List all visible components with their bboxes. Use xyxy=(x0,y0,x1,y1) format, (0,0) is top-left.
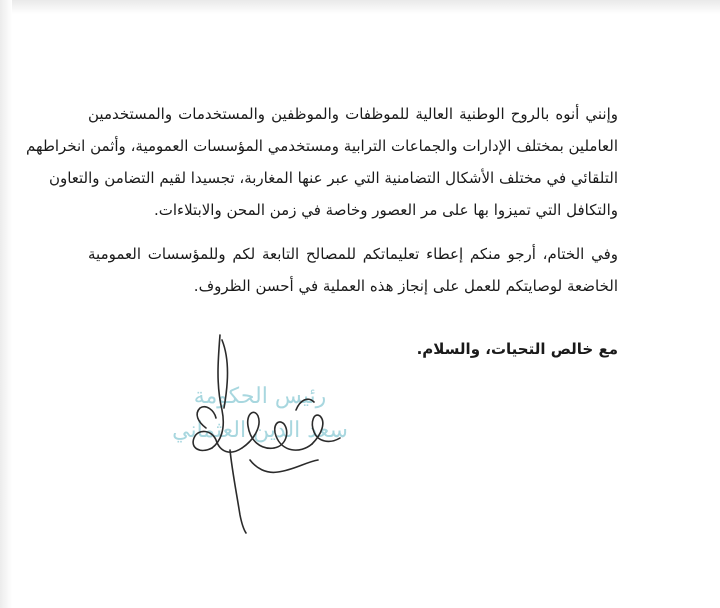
paragraph-1-line-4: والتكافل التي تميزوا بها على مر العصور وخاصة في زمن المحن والابتلاءات. xyxy=(153,201,618,219)
handwritten-signature xyxy=(150,330,380,540)
page-top-shadow xyxy=(0,0,720,14)
paragraph-1-line-3: التلقائي في مختلف الأشكال التضامنية التي عبر عنها المغاربة، تجسيدا لقيم التضامن والتعاون xyxy=(48,169,618,187)
closing-salutation: مع خالص التحيات، والسلام. xyxy=(416,340,618,358)
letter-body xyxy=(26,98,618,302)
paragraph-1-line-2: العاملين بمختلف الإدارات والجماعات الترابية ومستخدمي المؤسسات العمومية، وأثمن انخراطهم xyxy=(26,137,618,155)
paragraph-2-line-2: الخاضعة لوصايتكم للعمل على إنجاز هذه العملية في أحسن الظروف. xyxy=(193,277,618,295)
page-left-shadow xyxy=(0,0,12,608)
paragraph-spacer xyxy=(88,226,618,238)
stamp-name: سعد الدين العثماني xyxy=(172,418,348,443)
stamp-title: رئيس الحكومة xyxy=(193,384,327,409)
paragraph-1-line-1: وإنني أنوه بالروح الوطنية العالية للموظفات والموظفين والمستخدمات والمستخدمين xyxy=(88,105,618,123)
paragraph-2-line-1: وفي الختام، أرجو منكم إعطاء تعليماتكم للمصالح التابعة لكم وللمؤسسات العمومية xyxy=(88,245,618,263)
